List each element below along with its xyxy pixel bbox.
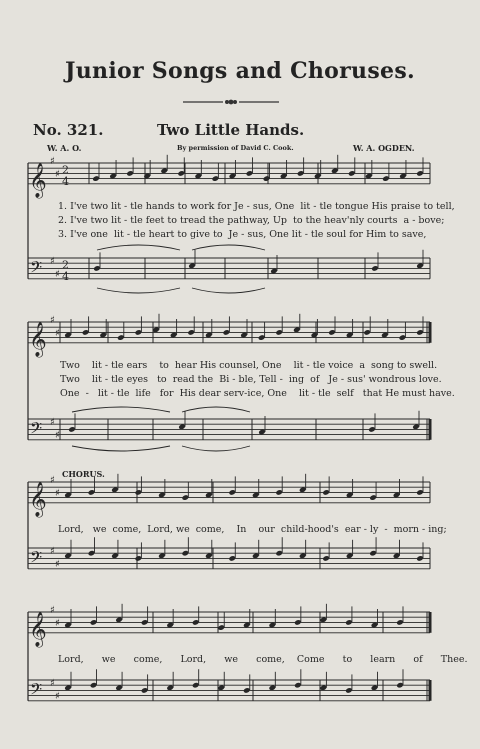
treble-clef: 𝄞 <box>29 321 47 357</box>
time-sig-bottom: 4 <box>62 269 69 283</box>
sharp-f: ♯ <box>50 156 55 167</box>
bass-clef: 𝄢 <box>30 680 43 703</box>
tie <box>97 245 180 250</box>
sharp-f: ♯ <box>50 256 55 268</box>
bass-clef: 𝄢 <box>30 548 43 571</box>
tie <box>72 446 170 451</box>
chorus-lyric-1: Lord, we come, Lord, we come, In our child-hood's ear - ly - morn - ing; <box>58 524 447 535</box>
time-sig-bottom: 4 <box>62 174 69 188</box>
tie <box>182 446 250 451</box>
sharp-f: ♯ <box>50 315 55 326</box>
sharp-c: ♯ <box>55 488 60 499</box>
sharp-f: ♯ <box>50 546 55 558</box>
music-credit: W. A. OGDEN. <box>353 143 415 153</box>
verse-2-line-2: Two lit - tle eyes to read the Bi - ble, Tell - ing of Je - sus' wondrous love. <box>60 374 442 385</box>
page-title: Junior Songs and Choruses. <box>65 58 415 84</box>
hymn-number: No. 321. <box>33 121 104 139</box>
verse-1-line-2: Two lit - tle ears to hear His counsel, One lit - tle voice a song to swell. <box>60 360 438 371</box>
time-sig-top: 2 <box>62 163 69 177</box>
sharp-f: ♯ <box>50 475 55 486</box>
tie <box>97 288 180 293</box>
sharp-f: ♯ <box>50 605 55 616</box>
bass-clef: 𝄢 <box>30 419 43 442</box>
verse-3-line-2: One - lit - tle life for His dear serv-ice, One lit - tle self that He must have. <box>60 388 455 399</box>
sharp-c: ♯ <box>55 618 60 629</box>
verse-2-line-1: 2. I've two lit - tle feet to tread the pathway, Up to the heav'nly courts a - bove; <box>58 215 445 226</box>
sharp-c: ♯ <box>55 328 60 339</box>
treble-clef: 𝄞 <box>29 611 47 647</box>
sharp-c: ♯ <box>55 559 60 571</box>
verse-3-line-1: 3. I've one lit - tle heart to give to Je - sus, One lit - tle soul for Him to save, <box>58 229 427 240</box>
chorus-label: CHORUS. <box>62 469 105 479</box>
tie <box>182 407 250 412</box>
tie <box>192 245 265 250</box>
treble-clef: 𝄞 <box>29 481 47 517</box>
verse-1-line-1: 1. I've two lit - tle hands to work for Je - sus, One lit - tle tongue His praise to tell, <box>58 201 455 212</box>
sharp-f: ♯ <box>50 678 55 690</box>
treble-clef: 𝄞 <box>29 162 47 198</box>
sharp-c: ♯ <box>55 430 60 442</box>
chorus-lyric-2: Lord, we come, Lord, we come, Come to learn of Thee. <box>58 654 468 665</box>
permission-credit: By permission of David C. Cook. <box>177 144 294 152</box>
tie <box>72 407 170 412</box>
sharp-f: ♯ <box>50 417 55 429</box>
time-sig-top: 2 <box>62 258 69 272</box>
sharp-c: ♯ <box>55 169 60 180</box>
sharp-c: ♯ <box>55 269 60 281</box>
words-credit: W. A. O. <box>47 143 82 153</box>
sharp-c: ♯ <box>55 691 60 703</box>
bass-clef: 𝄢 <box>30 258 43 281</box>
tie <box>192 288 265 293</box>
hymn-title: Two Little Hands. <box>157 121 305 139</box>
